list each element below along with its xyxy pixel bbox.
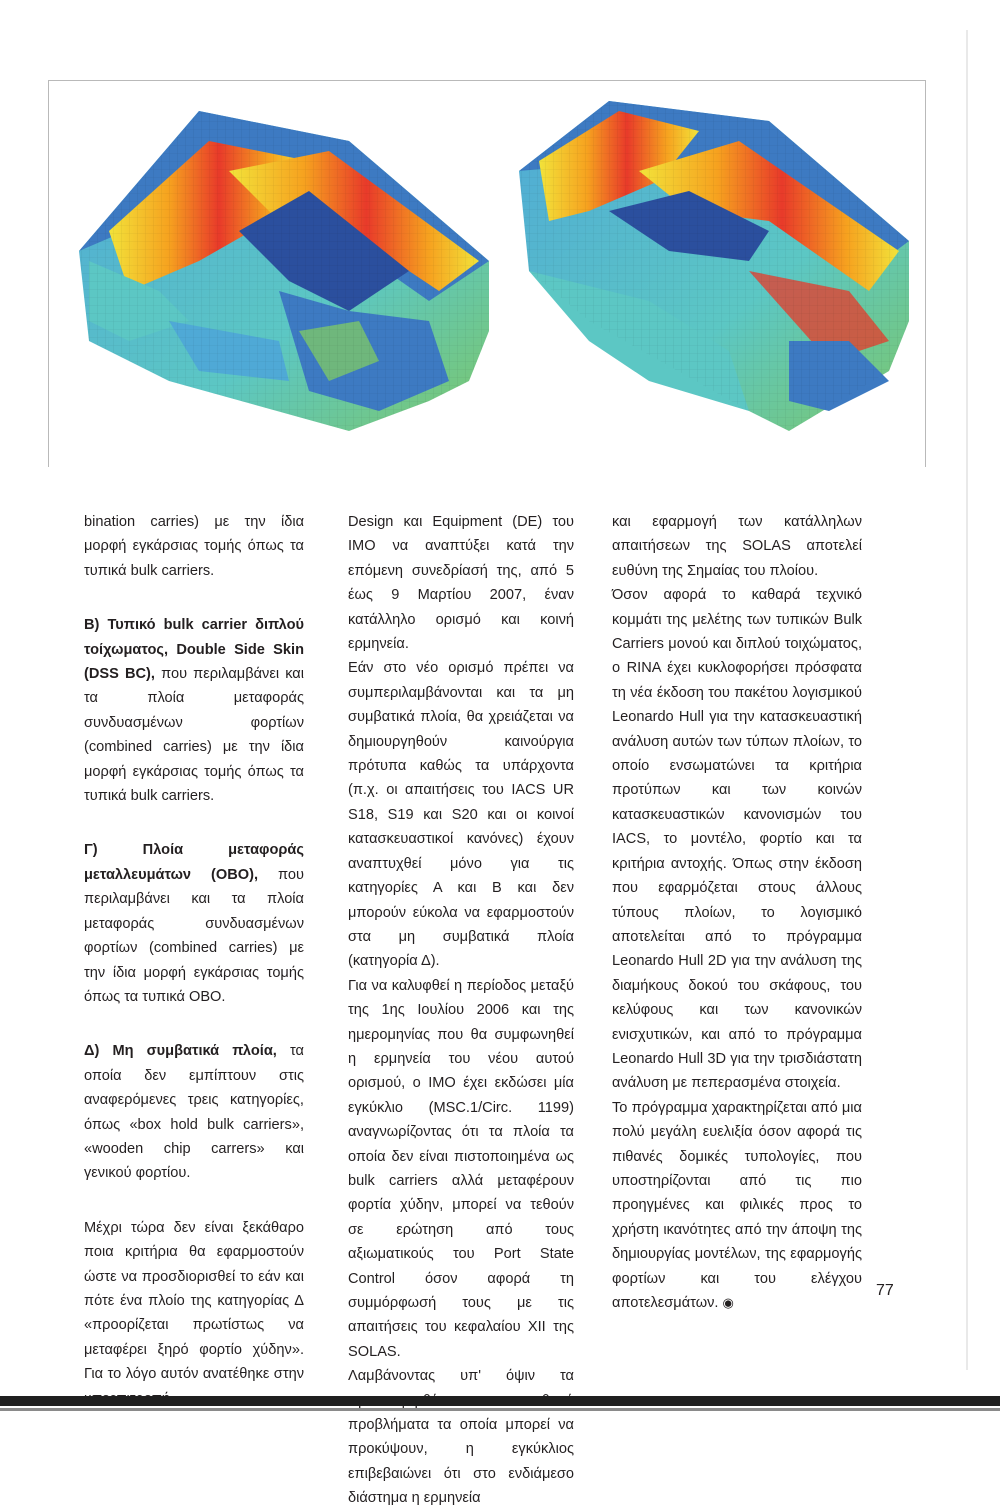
column-2 (348, 510, 574, 1511)
column-3-paragraph-2: Όσον αφορά το καθαρά τεχνικό κομμάτι της μελέτης των τυπικών Bulk Carriers μονού και διπλού τοιχώματος, ο RINA έχει κυκλοφορήσει πρόσφατα τη νέα έκδοση του πακέτου λογισμικού Leonardo Hull για την κατασκευαστική ανάλυση αυτών των τύπων πλοίων, το οποίο ενσωματώνει τα κριτήρια προτύπων και των κοινών κατασκευαστικών κανονισμών του IACS, το μοντέλο, φορτίο και τα κριτήρια αντοχής. Όπως στην έκδοση που εφαρμόζεται στους άλλους τύπους πλοίων, το λογισμικό αποτελείται από το πρόγραμμα Leonardo Hull 2D για την ανάλυση της διαμήκους δοκού του σκάφους, του κελύφους και των κανονικών ενισχυτικών, και από το πρόγραμμα Leonardo Hull 3D για την τρισδιάστατη ανάλυση με πεπερασμένα στοιχεία. (612, 587, 862, 1092)
hull-segment-stress-plot-left (79, 111, 489, 431)
bottom-rule-thin (0, 1408, 1000, 1411)
column-1-paragraph: Μέχρι τώρα δεν είναι ξεκάθαρο ποια κριτήρια θα εφαρμοστούν ώστε να προσδιορισθεί το εάν και πότε ένα πλοίο της κατηγορίας Δ «προορίζεται πρωτίστως να μεταφέρει ξηρό φορτίο χύδην». Για το λόγο αυτόν ανατέθηκε στην (84, 1219, 304, 1383)
page-edge (966, 30, 968, 1370)
bottom-rule (0, 1396, 1000, 1406)
column-1 (84, 510, 304, 1411)
stress-plots-figure (49, 81, 925, 467)
hull-segment-stress-plot-right (519, 101, 909, 431)
column-2-paragraph-1: Design και Equipment (DE) του ΙΜΟ να αναπτύξει κατά την επόμενη συνεδρίασή της, από 5 έως 9 Μαρτίου 2007, έναν κατάλληλο ορισμό και κοινή ερμηνεία. (348, 514, 574, 653)
end-mark-icon: ◉ (722, 1295, 734, 1310)
column-2-paragraph-3: Για να καλυφθεί η περίοδος μεταξύ της 1ης Ιουλίου 2006 και της ημερομηνίας που θα συμφωνηθεί η ερμηνεία του νέου αυτού ορισμού, ο ΙΜΟ έχει εκδώσει μία εγκύκλιο (MSC.1/Circ. 1199) αναγνωρίζοντας ότι τα πλοία τα οποία δεν είναι πιστοποιημένα ως bulk carriers αλλά μεταφέρουν φορτία χύδην, μπορεί να τεθούν σε ερώτηση από τους αξιωματικούς του Port State Control όσον αφορά τη συμμόρφωσή τους με τις απαιτήσεις του κεφαλαίου XII της SOLAS. (348, 977, 574, 1360)
list-item-g-text: που περιλαμβάνει και τα πλοία μεταφοράς συνδυασμένων φορτίων (combined carries) με την ίδια μορφή εγκάρσιας τομής όπως τα τυπικά ΟΒΟ. (84, 866, 304, 1005)
list-item-d-bold: Μη συμβατικά πλοία, (112, 1043, 277, 1060)
column-2-paragraph-2: Εάν στο νέο ορισμό πρέπει να συμπεριλαμβάνονται και τα μη συμβατικά πλοία, θα χρειάζεται να δημιουργηθούν καινούργια πρότυπα καθώς τα υπάρχοντα (π.χ. οι απαιτήσεις του IACS UR S18, S19 και S20 και οι κοινοί κατασκευαστικοί κανόνες) έχουν αναπτυχθεί μόνο για τις κατηγορίες Α και Β και δεν μπορούν εύκολα να εφαρμοστούν στα μη συμβατικά πλοία (κατηγορία Δ). (348, 660, 574, 970)
figure-frame (48, 80, 926, 467)
column-1-intro: bination carries) με την ίδια μορφή εγκάρσιας τομής όπως τα τυπικά bulk carriers. (84, 514, 304, 579)
column-3 (612, 510, 862, 1315)
list-item-g-label: Γ) (84, 842, 98, 859)
column-3-paragraph-3 (612, 1096, 862, 1316)
list-item-b-text: που περιλαμβάνει και τα πλοία μεταφοράς συνδυασμένων φορτίων (combined carries) με την ίδια μορφή εγκάρσιας τομής όπως τα τυπικά bulk carriers. (84, 666, 304, 805)
list-item-g-bold: Πλοία μεταφοράς μεταλλευμάτων (ΟΒΟ), (84, 842, 304, 883)
list-item-g (84, 838, 304, 1009)
list-item-d-text: τα οποία δεν εμπίπτουν στις αναφερόμενες τρεις κατηγορίες, όπως «box hold bulk carriers», «wooden chip carrers» και γενικού φορτίου. (84, 1043, 304, 1182)
list-item-b-bold: Τυπικό bulk carrier διπλού τοίχωματος, Double Side Skin (DSS BC), (84, 617, 305, 683)
page-number: 77 (876, 1282, 894, 1299)
list-item-d-label: Δ) (84, 1043, 100, 1060)
list-item-b (84, 613, 304, 808)
column-3-paragraph-3-text: Το πρόγραμμα χαρακτηρίζεται από μια πολύ μεγάλη ευελιξία όσον αφορά τις πιθανές δομικές τυπολογίες, που υποστηρίζονται από τις πιο προηγμένες και φιλικές προς το χρήστη ικανότητες από την άποψη της δημιουργίας μοντέλων, της εφαρμογής φορτίων και του ελέγχου αποτελεσμάτων. (612, 1099, 862, 1311)
list-item-d (84, 1039, 304, 1185)
column-3-paragraph-1: και εφαρμογή των κατάλληλων απαιτήσεων της SOLAS αποτελεί ευθύνη της Σημαίας του πλοίου. (612, 514, 862, 579)
list-item-b-label: Β) (84, 617, 100, 634)
column-2-paragraph-4: Λαμβάνοντας υπ' όψιν τα προβλήματα τα οποία μπορεί να προκύψουν, η εγκύκλιος επιβεβαιώνει ότι στο ενδιάμεσο διάστημα η ερμηνεία (348, 1368, 574, 1507)
